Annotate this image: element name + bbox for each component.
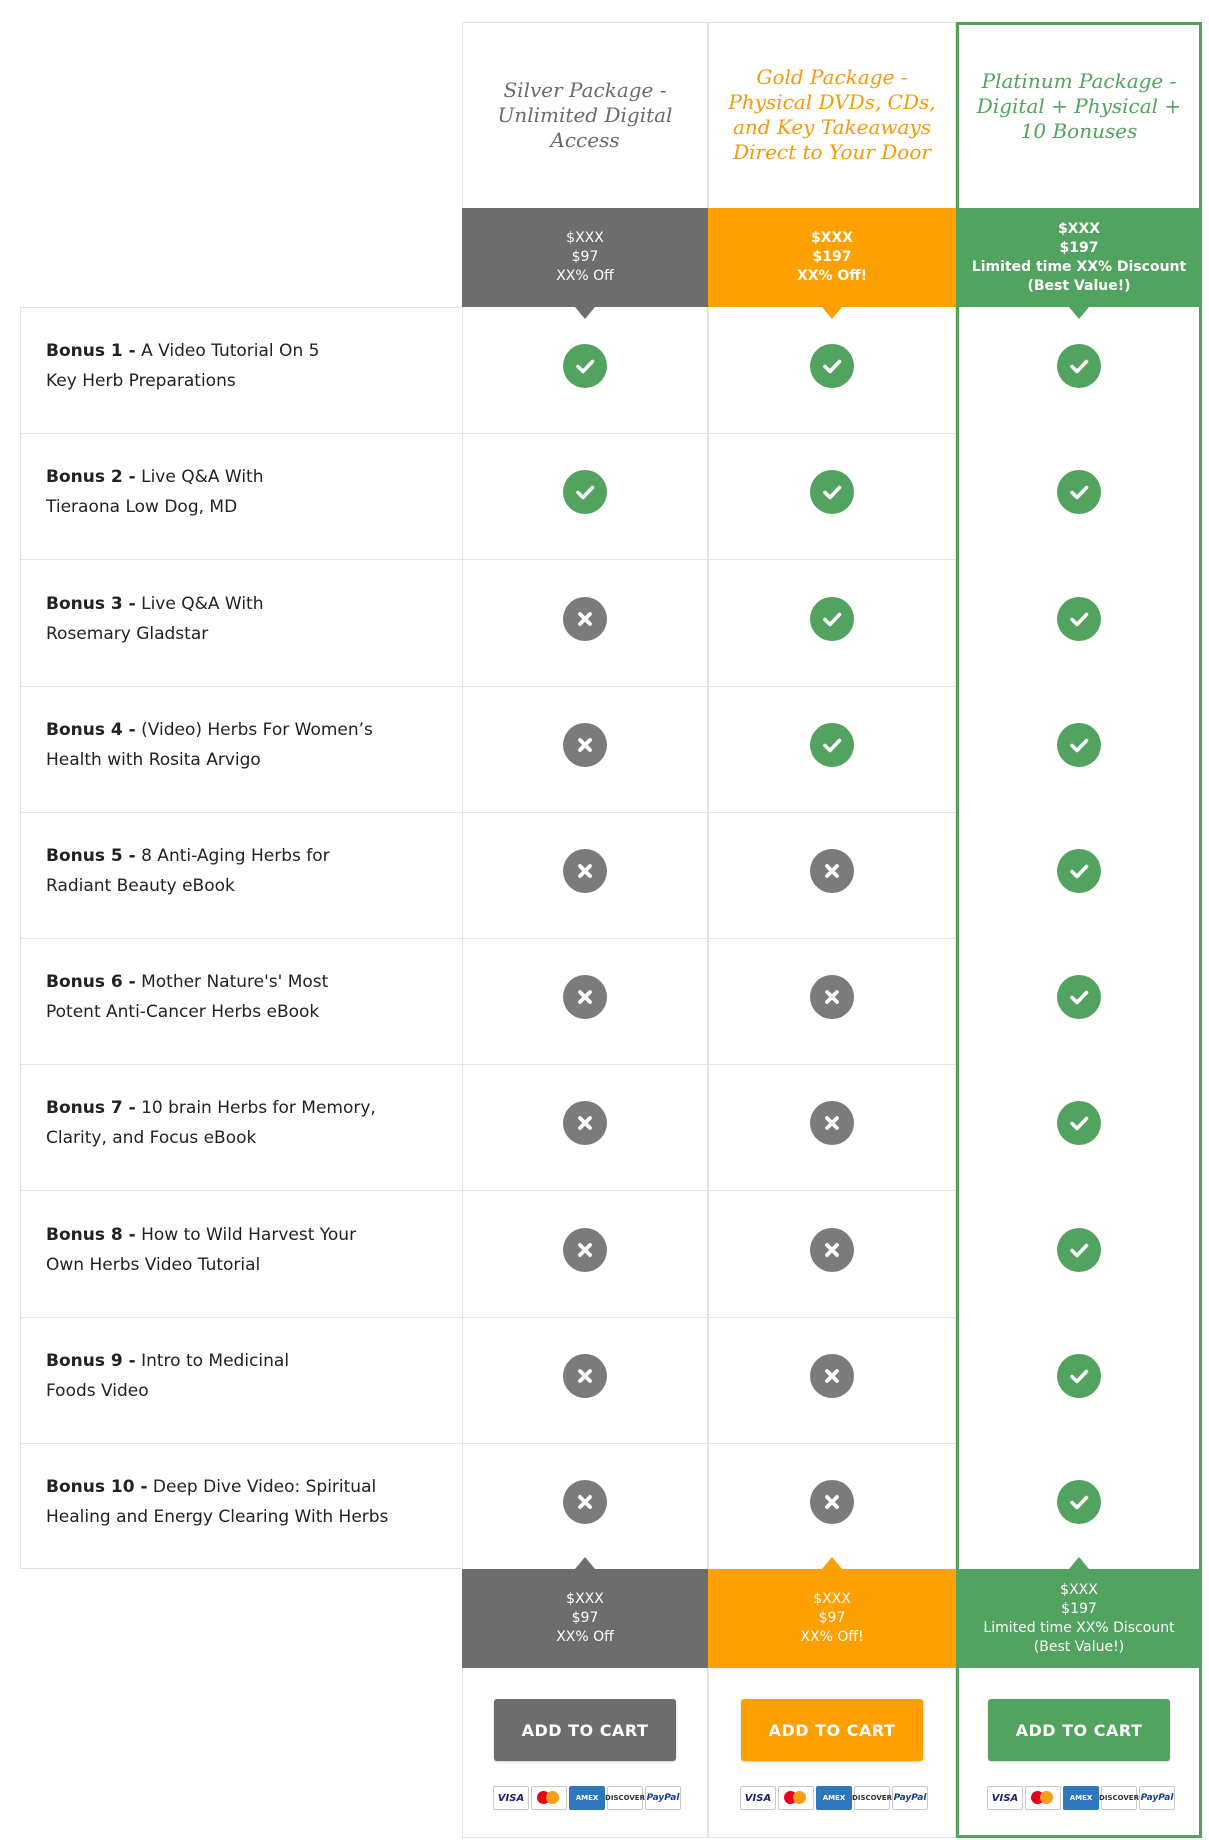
price-line: $XXX (566, 230, 604, 246)
bonus-label (46, 589, 426, 649)
x-circle-icon (563, 975, 607, 1019)
visa-icon: VISA (987, 1786, 1023, 1810)
check-circle-icon (1057, 470, 1101, 514)
price-line: $97 (571, 249, 599, 265)
bonus-label-line (46, 1472, 426, 1502)
bonus-text: Live Q&A With (135, 593, 264, 614)
x-circle-icon (810, 1480, 854, 1524)
bonus-number: Bonus 9 - (46, 1350, 136, 1371)
price-box-top-silver (462, 208, 708, 307)
check-circle-icon (1057, 597, 1101, 641)
bonus-text: Intro to Medicinal (135, 1350, 290, 1371)
x-circle-icon (810, 849, 854, 893)
price-line: (Best Value!) (1033, 1638, 1125, 1655)
check-circle-icon (1057, 1228, 1101, 1272)
price-box-top-gold (708, 208, 956, 307)
paypal-icon: PayPal (892, 1786, 928, 1810)
check-circle-icon (1057, 344, 1101, 388)
price-pointer (822, 307, 842, 319)
visa-icon: VISA (493, 1786, 529, 1810)
bonus-label-line (46, 462, 426, 492)
package-title-silver: Silver Package - Unlimited Digital Access (497, 77, 673, 152)
price-pointer (575, 307, 595, 319)
bonus-text: A Video Tutorial On 5 (135, 341, 320, 362)
bonus-label-line (46, 1346, 426, 1376)
bonus-label-line: Clarity, and Focus eBook (46, 1128, 257, 1149)
bonus-number: Bonus 3 - (46, 593, 136, 614)
bonus-text: Mother Nature's' Most (135, 972, 329, 993)
add-to-cart-button-silver[interactable]: ADD TO CART (494, 1699, 676, 1761)
bonus-label-line: Healing and Energy Clearing With Herbs (46, 1506, 389, 1527)
price-line: $XXX (810, 230, 854, 246)
payment-icons (987, 1786, 1175, 1808)
bonus-number: Bonus 2 - (46, 467, 136, 488)
check-circle-icon (810, 723, 854, 767)
check-circle-icon (810, 597, 854, 641)
discover-icon: DISCOVER (1101, 1786, 1137, 1810)
amex-icon: AMEX (569, 1786, 605, 1810)
price-line: $XXX (1057, 220, 1101, 237)
x-circle-icon (563, 597, 607, 641)
price-line: $197 (1061, 1600, 1097, 1617)
bonus-text: Deep Dive Video: Spiritual (147, 1476, 377, 1497)
bonus-label-line (46, 336, 426, 366)
x-circle-icon (810, 1101, 854, 1145)
bonus-label (46, 967, 426, 1027)
x-circle-icon (810, 1228, 854, 1272)
bonus-label (46, 715, 426, 775)
discover-icon: DISCOVER (854, 1786, 890, 1810)
price-line: $XXX (1060, 1581, 1098, 1598)
bonus-label-line: Potent Anti-Cancer Herbs eBook (46, 1002, 320, 1023)
bonus-label-line: Key Herb Preparations (46, 371, 236, 392)
price-line: Limited time XX% Discount (971, 258, 1187, 275)
bonus-text: 10 brain Herbs for Memory, (135, 1098, 376, 1119)
bonus-number: Bonus 4 - (46, 719, 136, 740)
check-circle-icon (1057, 849, 1101, 893)
payment-icons (740, 1786, 928, 1808)
x-circle-icon (563, 1101, 607, 1145)
bonus-number: Bonus 8 - (46, 1224, 136, 1245)
bonus-number: Bonus 1 - (46, 341, 136, 362)
bonus-label (46, 462, 426, 522)
bonus-number: Bonus 7 - (46, 1098, 136, 1119)
add-to-cart-button-gold[interactable]: ADD TO CART (741, 1699, 923, 1761)
x-circle-icon (810, 975, 854, 1019)
bonus-text: Live Q&A With (135, 467, 264, 488)
price-pointer (822, 1557, 842, 1569)
bonus-number: Bonus 10 - (46, 1476, 148, 1497)
amex-icon: AMEX (816, 1786, 852, 1810)
check-circle-icon (1057, 1480, 1101, 1524)
discover-icon: DISCOVER (607, 1786, 643, 1810)
bonus-label-line: Health with Rosita Arvigo (46, 749, 261, 770)
paypal-icon: PayPal (645, 1786, 681, 1810)
paypal-icon: PayPal (1139, 1786, 1175, 1810)
price-box-bottom-silver (462, 1569, 708, 1668)
price-box-bottom-platinum (959, 1569, 1199, 1668)
check-circle-icon (810, 470, 854, 514)
bonus-label (46, 1472, 426, 1532)
price-line: $97 (818, 1610, 846, 1626)
bonus-number: Bonus 6 - (46, 972, 136, 993)
bonus-label-line: Tieraona Low Dog, MD (46, 497, 238, 518)
check-circle-icon (1057, 975, 1101, 1019)
price-line: $97 (571, 1610, 599, 1626)
bonus-label-line (46, 715, 426, 745)
add-to-cart-button-platinum[interactable]: ADD TO CART (988, 1699, 1170, 1761)
price-line: XX% Off! (796, 268, 868, 284)
mastercard-icon (778, 1786, 814, 1810)
bonus-text: (Video) Herbs For Women’s (135, 719, 373, 740)
bonus-label-line: Rosemary Gladstar (46, 623, 209, 644)
price-pointer (1069, 1557, 1089, 1569)
visa-icon: VISA (740, 1786, 776, 1810)
mastercard-icon (531, 1786, 567, 1810)
mastercard-icon (1025, 1786, 1061, 1810)
price-line: (Best Value!) (1027, 277, 1131, 294)
bonus-label-line (46, 589, 426, 619)
bonus-label-line: Radiant Beauty eBook (46, 875, 235, 896)
bonus-label-line: Own Herbs Video Tutorial (46, 1254, 261, 1275)
x-circle-icon (563, 723, 607, 767)
bonus-label (46, 1220, 426, 1280)
check-circle-icon (1057, 1354, 1101, 1398)
bonus-label-line (46, 841, 426, 871)
price-line: XX% Off! (800, 1629, 864, 1645)
x-circle-icon (563, 849, 607, 893)
bonus-label (46, 841, 426, 901)
check-circle-icon (563, 344, 607, 388)
package-title-gold: Gold Package - Physical DVDs, CDs, and Key Takeaways Direct to Your Door (728, 65, 936, 164)
check-circle-icon (563, 470, 607, 514)
price-line: $197 (1059, 239, 1099, 256)
price-pointer (1069, 307, 1089, 319)
check-circle-icon (810, 344, 854, 388)
bonus-label-line (46, 1093, 426, 1123)
check-circle-icon (1057, 723, 1101, 767)
bonus-label (46, 1346, 426, 1406)
price-pointer (575, 1557, 595, 1569)
price-line: $XXX (566, 1591, 604, 1607)
bonus-label (46, 336, 426, 396)
price-box-bottom-gold (708, 1569, 956, 1668)
bonus-label-line (46, 1220, 426, 1250)
x-circle-icon (563, 1480, 607, 1524)
amex-icon: AMEX (1063, 1786, 1099, 1810)
price-line: $197 (812, 249, 852, 265)
price-line: XX% Off (556, 1629, 614, 1645)
x-circle-icon (563, 1228, 607, 1272)
price-line: XX% Off (556, 268, 614, 284)
bonus-text: 8 Anti-Aging Herbs for (135, 845, 330, 866)
package-title-platinum: Platinum Package - Digital + Physical + 10 Bonuses (976, 68, 1182, 143)
bonus-label-line: Foods Video (46, 1380, 149, 1401)
price-line: $XXX (813, 1591, 851, 1607)
bonus-number: Bonus 5 - (46, 845, 136, 866)
x-circle-icon (563, 1354, 607, 1398)
bonus-text: How to Wild Harvest Your (135, 1224, 357, 1245)
price-line: Limited time XX% Discount (983, 1619, 1175, 1636)
bonus-label (46, 1093, 426, 1153)
payment-icons (493, 1786, 681, 1808)
price-box-top-platinum (959, 208, 1199, 307)
bonus-label-line (46, 967, 426, 997)
check-circle-icon (1057, 1101, 1101, 1145)
x-circle-icon (810, 1354, 854, 1398)
